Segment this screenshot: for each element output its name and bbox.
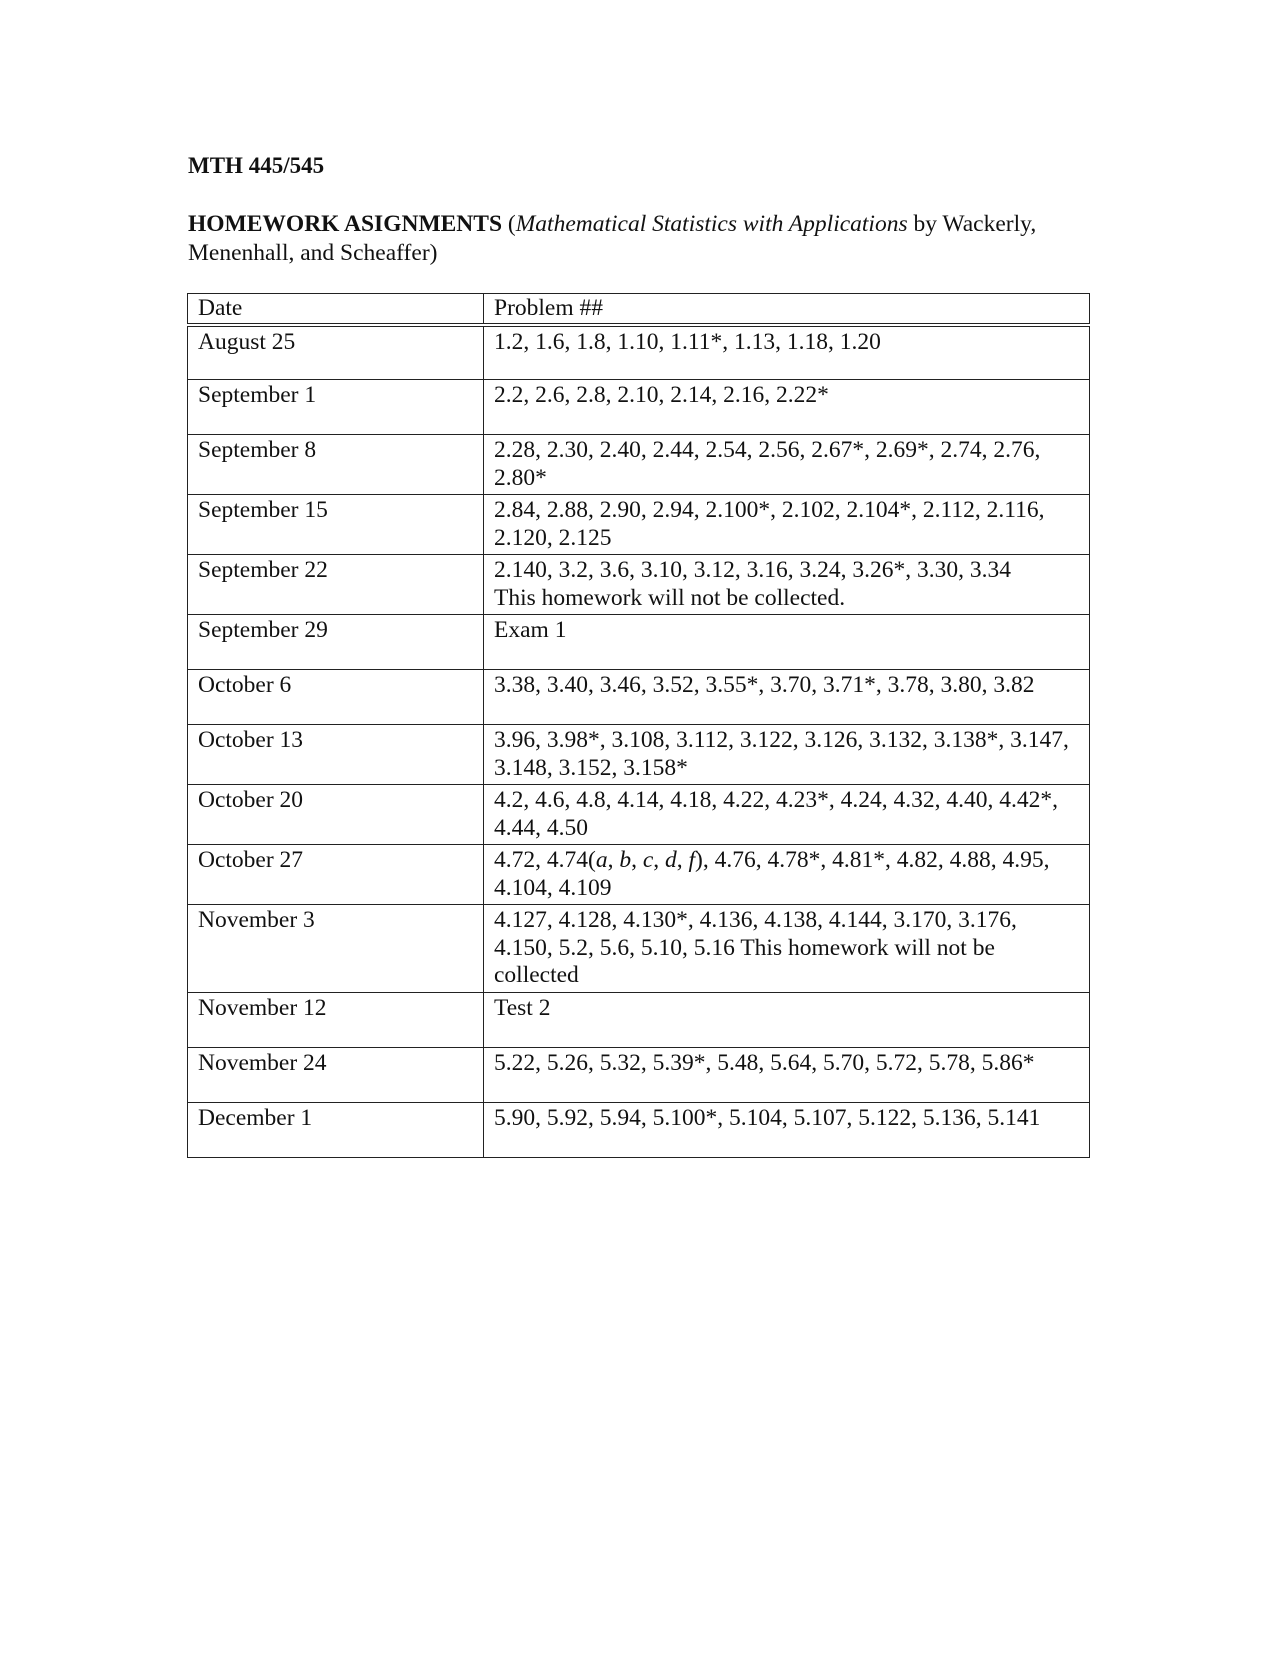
heading-title: HOMEWORK ASIGNMENTS	[188, 211, 503, 237]
row-date: September 22	[188, 555, 484, 615]
part-letter: b	[619, 847, 632, 873]
row-date: November 12	[188, 992, 484, 1047]
table-header-row	[188, 294, 1090, 325]
heading-paren: (	[502, 211, 516, 237]
table-row	[188, 670, 1090, 725]
row-date: October 27	[188, 845, 484, 905]
row-problems: 3.38, 3.40, 3.46, 3.52, 3.55*, 3.70, 3.71*, 3.78, 3.80, 3.82	[484, 670, 1090, 725]
part-letter: a	[595, 847, 608, 873]
heading-authors: by Wackerly, Menenhall, and Scheaffer)	[188, 211, 1037, 266]
table-row	[188, 992, 1090, 1047]
row-date: September 1	[188, 380, 484, 435]
row-problems-list: 2.140, 3.2, 3.6, 3.10, 3.12, 3.16, 3.24, 3.26*, 3.30, 3.34	[494, 557, 1011, 583]
table-row	[188, 725, 1090, 785]
row-problems: 4.72, 4.74(a, b, c, d, f), 4.76, 4.78*, 4.81*, 4.82, 4.88, 4.95, 4.104, 4.109	[484, 845, 1090, 905]
row-date: September 29	[188, 615, 484, 670]
book-title: Mathematical Statistics with Applications	[515, 211, 908, 237]
table-row	[188, 555, 1090, 615]
row-problems: 2.2, 2.6, 2.8, 2.10, 2.14, 2.16, 2.22*	[484, 380, 1090, 435]
header-date: Date	[188, 294, 484, 325]
part-letter: c	[642, 847, 654, 873]
row-date: October 13	[188, 725, 484, 785]
table-row	[188, 905, 1090, 993]
row-date: September 15	[188, 495, 484, 555]
table-row	[188, 1102, 1090, 1157]
table-row	[188, 325, 1090, 380]
row-date: December 1	[188, 1102, 484, 1157]
row-problems: Exam 1	[484, 615, 1090, 670]
table-row	[188, 495, 1090, 555]
table-row	[188, 380, 1090, 435]
row-problems: 3.96, 3.98*, 3.108, 3.112, 3.122, 3.126, 3.132, 3.138*, 3.147, 3.148, 3.152, 3.158*	[484, 725, 1090, 785]
part-letter: d	[665, 847, 677, 873]
row-problems: 2.84, 2.88, 2.90, 2.94, 2.100*, 2.102, 2.104*, 2.112, 2.116, 2.120, 2.125	[484, 495, 1090, 555]
row-date: August 25	[188, 325, 484, 380]
row-problems: 4.127, 4.128, 4.130*, 4.136, 4.138, 4.144, 3.170, 3.176, 4.150, 5.2, 5.6, 5.10, 5.16 This homework will not be collected	[484, 905, 1090, 993]
row-problems: 5.22, 5.26, 5.32, 5.39*, 5.48, 5.64, 5.70, 5.72, 5.78, 5.86*	[484, 1047, 1090, 1102]
row-problems: 5.90, 5.92, 5.94, 5.100*, 5.104, 5.107, 5.122, 5.136, 5.141	[484, 1102, 1090, 1157]
row-problems: 4.2, 4.6, 4.8, 4.14, 4.18, 4.22, 4.23*, 4.24, 4.32, 4.40, 4.42*, 4.44, 4.50	[484, 785, 1090, 845]
homework-table	[187, 293, 1090, 1158]
course-code: MTH 445/545	[188, 153, 325, 178]
part-letter: f	[688, 847, 696, 873]
table-row	[188, 435, 1090, 495]
table-row	[188, 845, 1090, 905]
problems-lead: 4.72, 4.74(	[494, 847, 596, 873]
problems-tail: ), 4.76, 4.78*, 4.81*, 4.82, 4.88, 4.95, 4.104, 4.109	[494, 847, 1050, 901]
row-date: September 8	[188, 435, 484, 495]
header-problems: Problem ##	[484, 294, 1090, 325]
row-problems: 2.28, 2.30, 2.40, 2.44, 2.54, 2.56, 2.67*, 2.69*, 2.74, 2.76, 2.80*	[484, 435, 1090, 495]
row-problems: Test 2	[484, 992, 1090, 1047]
row-date: November 24	[188, 1047, 484, 1102]
assignments-heading	[188, 210, 1088, 268]
row-date: October 6	[188, 670, 484, 725]
table-row	[188, 615, 1090, 670]
table-row	[188, 1047, 1090, 1102]
row-date: October 20	[188, 785, 484, 845]
table-row	[188, 785, 1090, 845]
row-problems: 1.2, 1.6, 1.8, 1.10, 1.11*, 1.13, 1.18, 1.20	[484, 325, 1090, 380]
row-note: This homework will not be collected.	[494, 584, 846, 611]
row-date: November 3	[188, 905, 484, 993]
row-problems	[484, 555, 1090, 615]
